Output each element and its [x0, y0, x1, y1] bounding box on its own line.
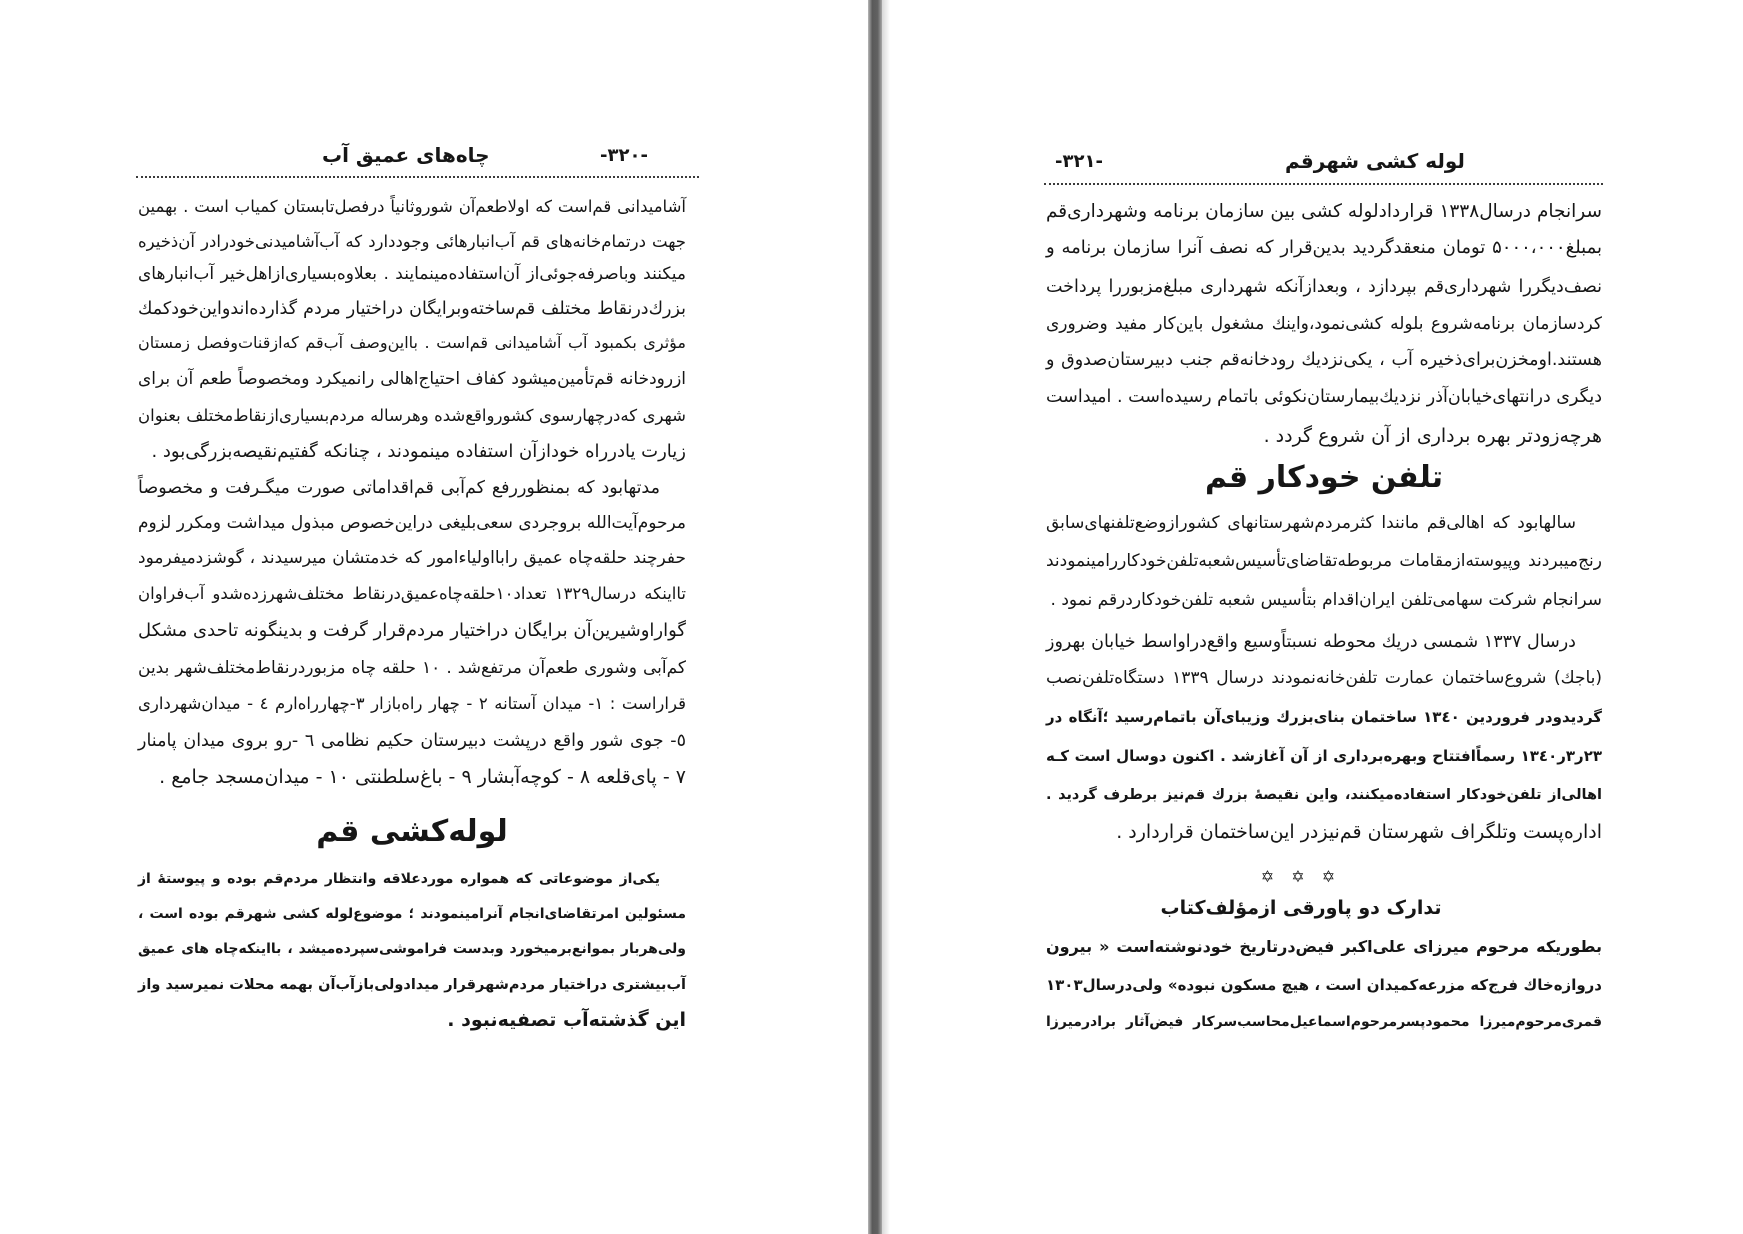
- text-line: مؤثری بکمبود آب آشامیدانی قم‌است . بااین‌وصف آب‌قم که‌ازقنات‌وفصل زمستان: [138, 333, 686, 352]
- text-line: یکی‌از موضوعاتی که همواره موردعلاقه وانتظار مردم‌قم بوده و پیوستهٔ از: [138, 871, 660, 887]
- star-ornament-icon: ✡ ✡ ✡: [1260, 867, 1342, 886]
- text-line: سالهابود که اهالی‌قم مانندا کثرمردم‌شهرستانهای کشوراز‌وضع‌تلفنهای‌سابق: [1046, 513, 1576, 533]
- subsection-heading: تدارک دو پاورقی ازمؤلف‌کتاب: [1160, 897, 1442, 919]
- text-line: کم‌آبی وشوری طعم‌آن مرتفع‌شد . ۱۰ حلقه چاه مزبوردرنقاط‌مختلف‌شهر بدین: [138, 658, 686, 678]
- text-line: تااینکه درسال۱۳۲۹ تعداد۱۰حلقه‌چاه‌عمیق‌درنقاط مختلف‌شهرزده‌شدو آب‌فراوان: [138, 584, 686, 603]
- text-line: هرچه‌زودتر بهره برداری از آن شروع گردد .: [1263, 425, 1602, 447]
- text-line: مدتهابود که بمنظوررفع کم‌آبی قم‌اقداماتی صورت میگـرفت و مخصوصاً: [138, 478, 660, 498]
- text-line: آشامیدانی قم‌است که اولاطعم‌آن شوروثانیاً درفصل‌تابستان کمیاب است . بهمین: [138, 197, 686, 216]
- text-line: هستند.اومخزن‌برای‌ذخیره آب ، یکی‌نزدیك رودخانه‌قم جنب دبیرستان‌صدوق و: [1046, 350, 1602, 370]
- text-line: ٥- جوی شور واقع درپشت دبیرستان حکیم نظامی ٦ -رو بروی میدان پامنار: [138, 731, 686, 751]
- text-line: درسال ۱۳۳۷ شمسی دریك محوطه نسبتاًوسیع واقع‌دراواسط خیابان بهروز: [1046, 632, 1576, 652]
- text-line: کردسازمان برنامه‌شروع بلوله کشی‌نمود،واینك مشغول باین‌کار مفید وضروری: [1046, 314, 1602, 334]
- text-line: مرحوم‌آیت‌الله بروجردی سعی‌بلیغی دراین‌خصوص مبذول میداشت ومکرر لزوم: [138, 513, 686, 533]
- text-line: جهت درتمام‌خانه‌های قم آب‌انبارهائی وجوددارد که آب‌آشامیدنی‌خودرادر آن‌ذخیره: [138, 232, 686, 251]
- text-line: بمبلغ۵۰۰۰،۰۰۰ تومان منعقدگردید بدین‌قرار که نصف آنرا سازمان برنامه و: [1046, 237, 1602, 258]
- section-heading: تلفن خودکار قم: [1205, 460, 1443, 495]
- text-line: شهری که‌درچهارسوی کشورواقع‌شده وهرساله مردم‌بسیاری‌ازنقاط‌مختلف بعنوان: [138, 406, 686, 425]
- text-line: بطوریکه مرحوم میرزای علی‌اکبر فیض‌درتاریخ خودنوشته‌است « بیرون: [1046, 937, 1602, 956]
- text-line: دروازه‌خاك فرج‌که مزرعه‌کمیدان است ، هیچ مسکون نبوده» ولی‌درسال۱۳۰۳: [1046, 976, 1602, 994]
- text-line: سرانجام شرکت سهامی‌تلفن ایران‌اقدام بتأسیس شعبه تلفن‌خودکاردرقم نمود .: [1050, 590, 1602, 610]
- book-gutter: [868, 0, 882, 1234]
- text-line: بزرك‌درنقاط مختلف قم‌ساخته‌وبرایگان دراختیار مردم گذارده‌اندواین‌خود‌کمك: [138, 299, 686, 319]
- text-line: این گذشته‌آب تصفیه‌نبود .: [447, 1009, 686, 1031]
- text-line: میکنند وباصرفه‌جوئی‌از آن‌استفاده‌مینمایند . بعلاوه‌بسیاری‌ازاهل‌خیر آب‌انبارهای: [138, 264, 686, 284]
- text-line: زیارت یادرراه خودازآن استفاده مینمودند ، چنانکه گفتیم‌نقیصه‌بزرگی‌بود .: [151, 441, 686, 462]
- text-line: (باجك) شروع‌ساختمان عمارت تلفن‌خانه‌نمودند درسال ۱۳۳۹ دستگاه‌تلفن‌نصب: [1046, 668, 1603, 688]
- running-title: لوله کشی شهرقم: [1285, 149, 1465, 173]
- text-line: ۲۳ر۳ر۱۳٤۰ رسماًافتتاح وبهره‌برداری از آن آغازشد . اکنون دوسال است کـه: [1046, 747, 1602, 765]
- running-title: چاه‌های عمیق آب: [322, 143, 490, 167]
- text-line: قراراست : ۱- میدان آستانه ۲ - چهار راه‌بازار ۳-چهارراه‌ارم ٤ - میدان‌شهرداری: [138, 694, 686, 713]
- header-rule: [1044, 183, 1603, 185]
- page-number: -۳۲۰-: [600, 145, 648, 166]
- text-line: قمری‌مرحوم‌میرزا محمودپسرمرحوم‌اسماعیل‌محاسب‌سرکار فیض‌آثار برادرمیرزا: [1046, 1014, 1602, 1030]
- text-line: ۷ - پای‌قلعه ۸ - کوچه‌آبشار ۹ - باغ‌سلطنتی ۱۰ - میدان‌مسجد جامع .: [159, 766, 686, 788]
- text-line: دیگری درانتهای‌خیابان‌آذر نزدیك‌بیمارستان‌نکوئی باتمام رسیده‌است . امیداست: [1046, 387, 1602, 407]
- left-page: [0, 0, 868, 1234]
- text-line: آب‌بیشتری دراختیار مردم‌شهرقرار میدادولی‌بازآب‌آن بهمه محلات نمیرسید واز: [138, 977, 686, 993]
- text-line: اداره‌پست وتلگراف شهرستان قم‌نیزدر این‌ساختمان قراردارد .: [1116, 821, 1602, 843]
- section-heading: لوله‌کشی قم: [316, 814, 508, 849]
- text-line: گردیدودر فروردین ۱۳٤۰ ساختمان بنای‌بزرك وزیبای‌آن باتمام‌رسید ؛آنگاه در: [1046, 708, 1602, 726]
- text-line: اهالی‌از تلفن‌خودکار استفاده‌میکنند، واین نقیصهٔ بزرك قم‌نیز برطرف گردید .: [1046, 787, 1602, 803]
- header-rule: [136, 176, 699, 178]
- right-page: [882, 0, 1743, 1234]
- text-line: ولی‌هربار بموانع‌برمیخورد وبدست فراموشی‌سپرده‌میشد ، بااینکه‌چاه های عمیق: [138, 941, 686, 957]
- text-line: حفرچند حلقه‌چاه عمیق رابااولیاءامور که خدمتشان میرسیدند ، گوشزدمیفرمود: [138, 548, 686, 568]
- text-line: گواراوشیرین‌آن برایگان دراختیار مردم‌قرار گرفت و بدینگونه تاحدی مشکل: [138, 620, 686, 641]
- text-line: ازرودخانه قم‌تأمین‌میشود کفاف احتیاج‌اهالی رانمیکرد ومخصوصاً طعم آن برای: [138, 369, 686, 389]
- text-line: سرانجام درسال۱۳۳۸ قراردادلوله کشی بین سازمان برنامه وشهرداری‌قم: [1046, 201, 1602, 222]
- text-line: رنج‌میبردند وپیوسته‌ازمقامات مربوطه‌تقاضای‌تأسیس‌شعبه‌تلفن‌خودکار‌رامینمودند: [1046, 551, 1602, 571]
- text-line: مسئولین امرتقاضای‌انجام آنرامینمودند ؛ موضوع‌لوله کشی شهرقم بوده است ،: [138, 906, 686, 922]
- page-number: -۳۲۱-: [1055, 151, 1103, 172]
- text-line: نصف‌دیگررا شهرداری‌قم بپردازد ، وبعدازآنکه شهرداری مبلغ‌مزبوررا پرداخت: [1046, 277, 1602, 297]
